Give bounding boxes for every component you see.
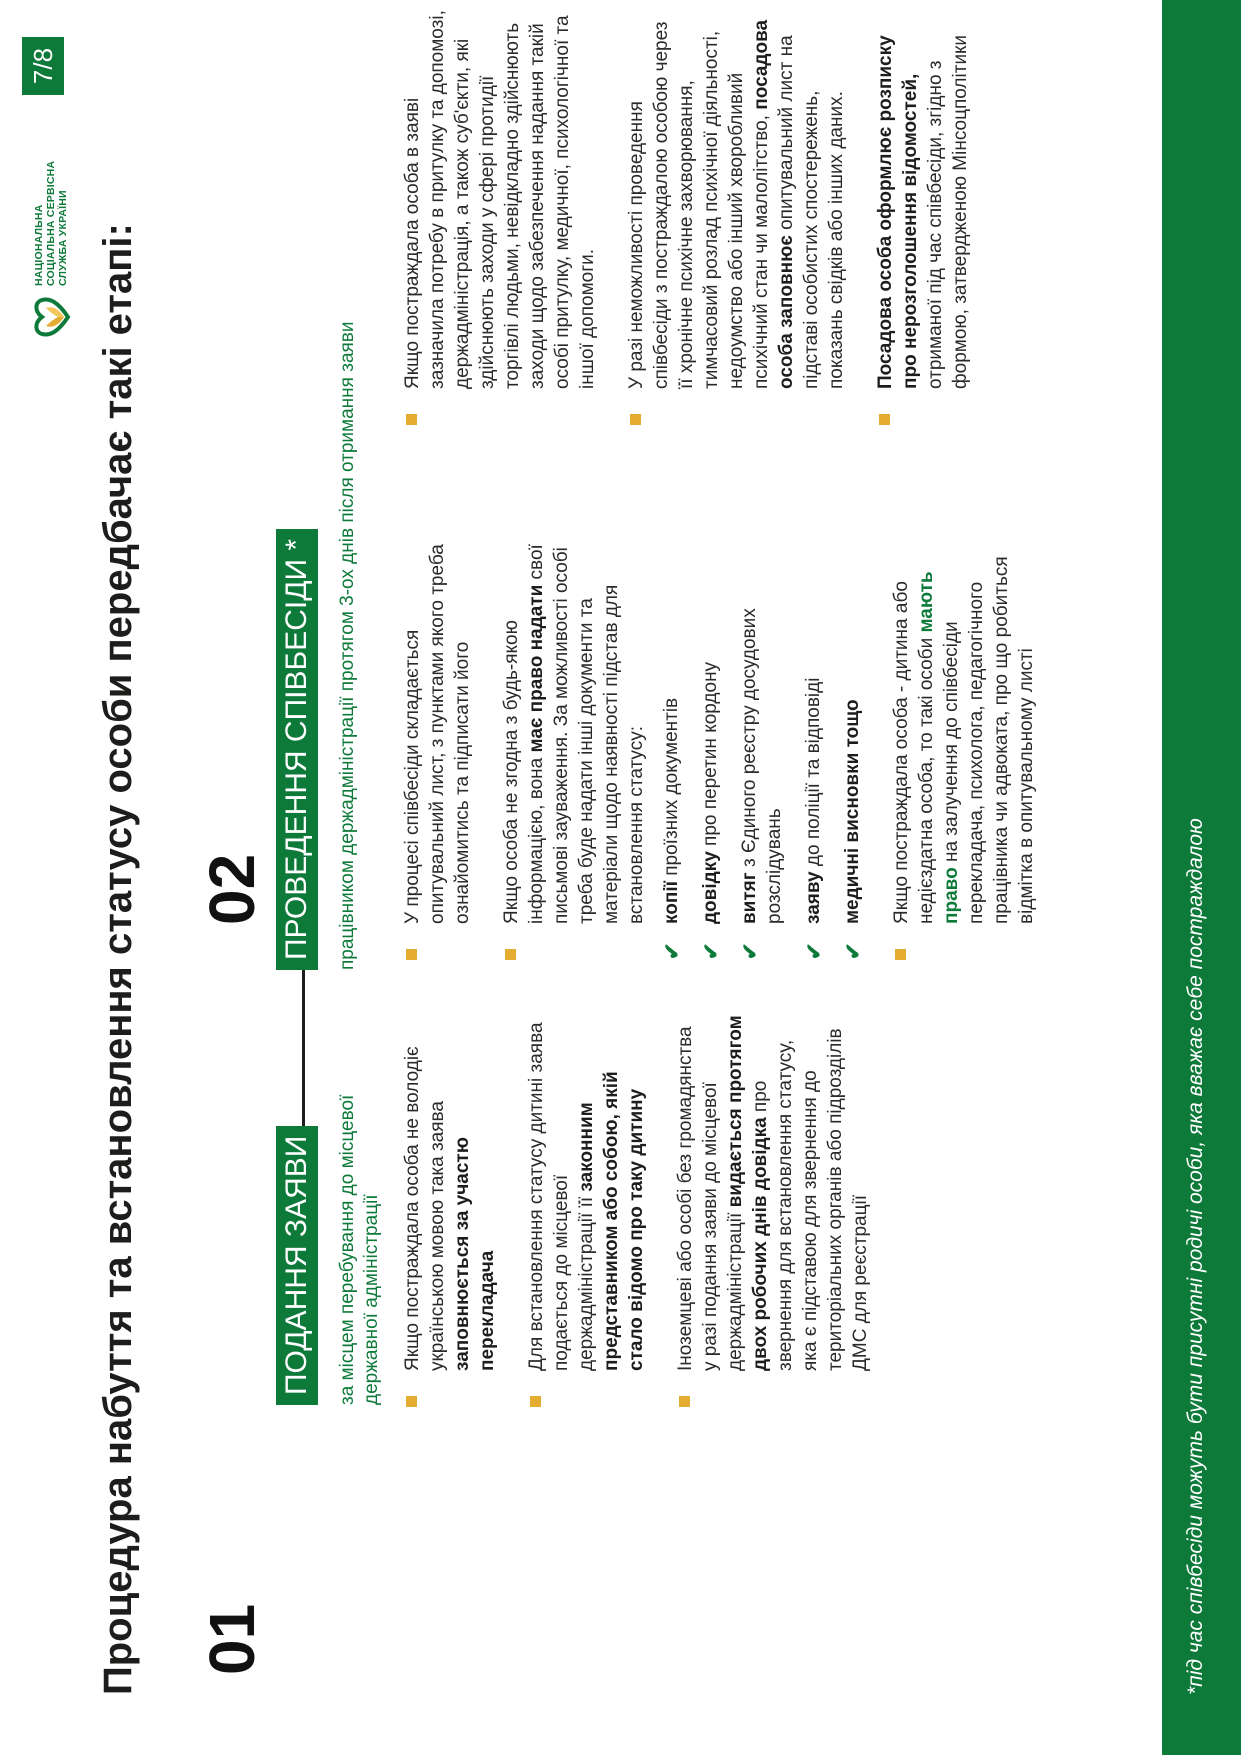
- bullet-square-icon: [406, 1396, 417, 1407]
- col3-bullet-shelter: Якщо постраждала особа в заяві зазначила потребу в притулку та допомозі, держадміністрація, а також суб'єкти, які здійснюють заходи у сфері протидії торгівлі людьми, невідкладно здійснюють заходи щодо забезпечення надання такій особі притулку, медичної, психологічної та іншої допомоги.: [400, 10, 600, 425]
- stage2-bullet-child-rights: Якщо постраждала особа - дитина або недієздатна особа, то такі особи мають право на залучення до співбесіди перекладача, психолога, педагогічного працівника чи адвоката, про що робиться відмітка в опитувальному листі: [889, 510, 1039, 960]
- check-item-medical: ✔ медичні висновки тощо: [842, 699, 865, 960]
- checkmark-icon: ✔: [803, 942, 826, 960]
- page-title: Процедура набуття та встановлення статусу особи передбачає такі етапі:: [96, 223, 140, 1695]
- stage1-bullet-child: Для встановлення статусу дитині заява подається до місцевої держадміністрації її законним представником або собою, якій стало відомо про таку дитину: [524, 1015, 649, 1407]
- org-name: [33, 161, 69, 286]
- heart-logo-icon: [28, 294, 74, 340]
- third-column: [400, 10, 997, 425]
- col3-bullet-incapacity: У разі неможливості проведення співбесіди з постраждалою особою через її хронічне психічне захворювання, тимчасовий розлад психічної діяльності, недоумство або інший хворобливий психічний стан чи малолітство, посадова особа заповнює опитувальний лист на підставі особистих спостережень, показань свідків або інших даних.: [624, 10, 849, 425]
- stage-connector-line: [302, 955, 305, 1145]
- col3-bullet-nondisclosure: Посадова особа оформлює розписку про нерозголошення відомостей, отриманої під час співбесіди, згідно з формою, затвердженою Мінсоцполітики: [873, 10, 973, 425]
- stage2-bullet-questionnaire: У процесі співбесіди складається опитувальний лист, з пунктами якого треба ознайомитись та підписати його: [400, 510, 475, 960]
- stage1-number: 01: [196, 1603, 268, 1675]
- stage2-subtitle: працівником держадміністрації протягом 3-ох днів після отримання заяви: [337, 321, 358, 970]
- stage1-bullet-translator: Якщо постраждала особа не володіє українською мовою така заява заповнюється за участю перекладача: [400, 1015, 500, 1407]
- checkmark-icon: ✔: [842, 942, 865, 960]
- bullet-square-icon: [530, 1396, 541, 1407]
- checkmark-icon: ✔: [700, 942, 723, 960]
- bullet-square-icon: [406, 949, 417, 960]
- stage1-subtitle: за місцем перебування до місцевої державної адміністрації: [337, 1094, 382, 1405]
- page-badge: 7/8: [22, 37, 64, 95]
- footer-note: *під час співбесіди можуть бути присутні родичі особи, яка вважає себе постраждалою: [1184, 818, 1207, 1695]
- stage2-number: 02: [196, 853, 268, 925]
- bullet-square-icon: [630, 414, 641, 425]
- stage2-label: ПРОВЕДЕННЯ СПІВБЕСІДИ *: [276, 529, 318, 970]
- org-name-line1: НАЦІОНАЛЬНА: [33, 204, 45, 286]
- stage1-bullet-foreigner: Іноземцеві або особі без громадянства у разі подання заяви до місцевої держадміністрації видається протягом двох робочих днів довідка про звернення для встановлення статусу, яка є підставою для звернення до територіальних органів або підрозділів ДМС для реєстрації: [673, 1015, 873, 1407]
- check-item-copies: ✔ копії проїзних документів: [661, 697, 684, 960]
- bullet-square-icon: [879, 414, 890, 425]
- checkmark-icon: ✔: [661, 942, 684, 960]
- bullet-square-icon: [406, 414, 417, 425]
- bullet-square-icon: [679, 1396, 690, 1407]
- stage1-column: [400, 1015, 897, 1407]
- org-name-line2: СОЦІАЛЬНА СЕРВІСНА: [45, 160, 57, 286]
- checkmark-icon: ✔: [739, 942, 762, 960]
- stage2-bullet-objections: Якщо особа не згодна з будь-якою інформацією, вона має право надати свої письмові зауваження. За можливості особі треба буде надати інші документи та матеріали щодо наявності підстав для встановлення статусу:: [499, 510, 649, 960]
- bullet-square-icon: [505, 949, 516, 960]
- bullet-square-icon: [895, 949, 906, 960]
- check-item-police: ✔ заяву до поліції та відповіді: [803, 677, 826, 960]
- stage2-column: [400, 510, 1063, 960]
- org-name-line3: СЛУЖБА УКРАЇНИ: [57, 190, 69, 286]
- check-item-border: ✔ довідку про перетин кордону: [700, 661, 723, 960]
- check-item-registry: ✔ витяг з Єдиного реєстру досудових розслідувань: [739, 608, 785, 960]
- stage1-label: ПОДАННЯ ЗАЯВИ: [276, 1126, 318, 1405]
